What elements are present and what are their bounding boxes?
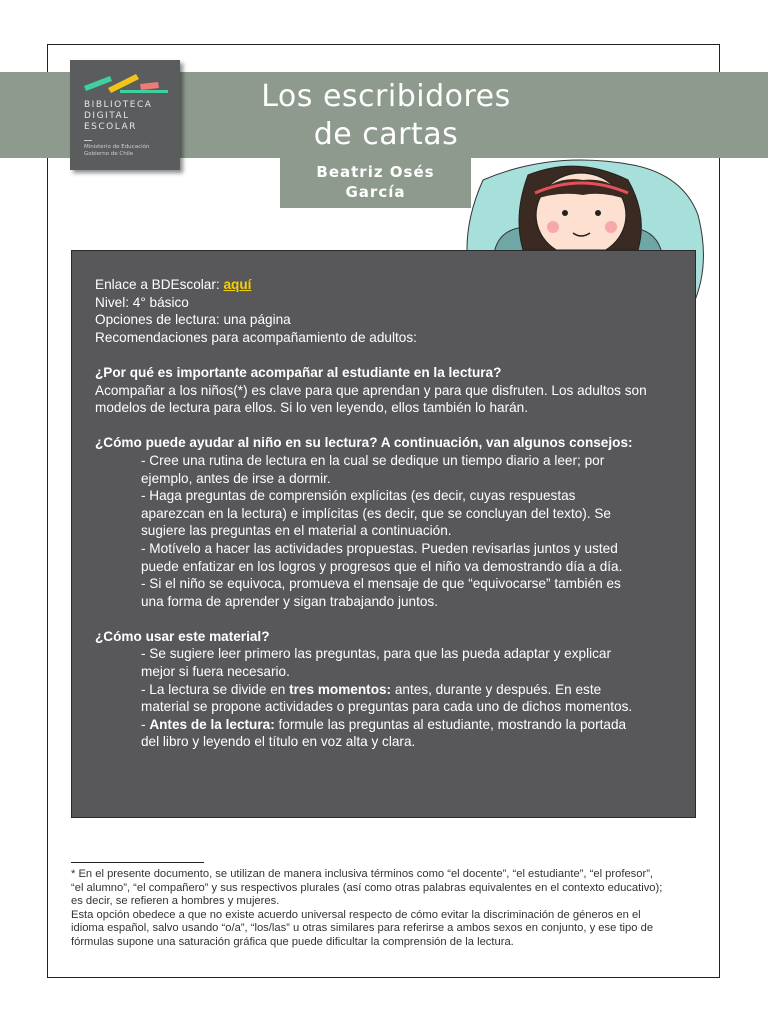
logo-divider: [84, 140, 92, 141]
logo-ministry: Ministerio de Educación Gobierno de Chile: [84, 144, 150, 157]
footnote-line: es decir, se refieren a hombres y mujeres.: [71, 895, 280, 908]
bdescolar-link[interactable]: aquí: [223, 277, 252, 292]
footnote-line: fórmulas supone una saturación gráfica que puede dificultar la comprensión de la lectura.: [71, 935, 514, 948]
biblioteca-digital-logo[interactable]: [70, 60, 180, 170]
level-text: Nivel: 4° básico: [95, 294, 189, 310]
tip-line: ejemplo, antes de irse a dormir.: [141, 470, 331, 486]
logo-mark-icon: [80, 68, 170, 98]
guidance-content: [95, 276, 675, 751]
tip-line: - Haga preguntas de comprensión explícitas (es decir, cuyas respuestas: [141, 488, 576, 504]
tip-line: - Cree una rutina de lectura en la cual se dedique un tiempo diario a leer; por: [141, 452, 605, 468]
book-title: Los escribidores de cartas: [261, 79, 511, 152]
tip-line: - Motívelo a hacer las actividades propuestas. Pueden revisarlas juntos y usted: [141, 540, 618, 556]
section-heading-how-use: ¿Cómo usar este material?: [95, 628, 270, 644]
footnote-divider: [71, 862, 204, 863]
tip-line: aparezcan en la lectura) e implícitas (es decir, que se concluyan del texto). Se: [141, 505, 611, 521]
tip-line: sugiere las preguntas en el material a continuación.: [141, 523, 452, 539]
section-heading-why: ¿Por qué es importante acompañar al estudiante en la lectura?: [95, 364, 502, 380]
paragraph-line: modelos de lectura para ellos. Si lo ven leyendo, ellos también lo harán.: [95, 400, 528, 416]
usage-line: - La lectura se divide en tres momentos: antes, durante y después. En este: [141, 681, 602, 697]
footnote-line: idioma español, salvo usando “o/a”, “los/las” u otras similares para referirse a ambos sexos en conjunto, y ese tipo de: [71, 922, 654, 935]
tip-line: puede enfatizar en los logros y progresos que el niño va demostrando día a día.: [141, 558, 623, 574]
reading-options-text: Opciones de lectura: una página: [95, 312, 291, 328]
usage-line: - Antes de la lectura: formule las preguntas al estudiante, mostrando la portada: [141, 716, 627, 732]
section-heading-how-help: ¿Cómo puede ayudar al niño en su lectura? A continuación, van algunos consejos:: [95, 435, 633, 451]
author-box: Beatriz Osés García: [280, 158, 471, 208]
usage-line: del libro y leyendo el título en voz alta y clara.: [141, 734, 416, 750]
footnote-line: * En el presente documento, se utilizan de manera inclusiva términos como “el docente”, “el estudiante”, “el profesor”,: [71, 868, 654, 880]
tip-line: - Si el niño se equivoca, promueva el mensaje de que “equivocarse” también es: [141, 576, 621, 592]
usage-line: - Se sugiere leer primero las preguntas, para que las pueda adaptar y explicar: [141, 646, 612, 662]
recommendations-text: Recomendaciones para acompañamiento de adultos:: [95, 329, 417, 345]
logo-name: BIBLIOTECA DIGITAL ESCOLAR: [84, 100, 153, 132]
paragraph-line: Acompañar a los niños(*) es clave para que aprendan y para que disfruten. Los adultos son: [95, 382, 647, 398]
usage-line: mejor si fuera necesario.: [141, 664, 290, 680]
usage-line: material se propone actividades o preguntas para cada uno de dichos momentos.: [141, 699, 633, 715]
footnote-line: “el alumno”, “el compañero” y sus respectivos plurales (así como otras palabras equivalentes en el contexto educativo);: [71, 881, 663, 894]
tip-line: una forma de aprender y sigan trabajando juntos.: [141, 593, 438, 609]
bdescolar-link-line: Enlace a BDEscolar: aquí: [95, 277, 252, 292]
footnote: [71, 868, 699, 950]
footnote-line: Esta opción obedece a que no existe acuerdo universal respecto de cómo evitar la discriminación de géneros en el: [71, 908, 641, 921]
